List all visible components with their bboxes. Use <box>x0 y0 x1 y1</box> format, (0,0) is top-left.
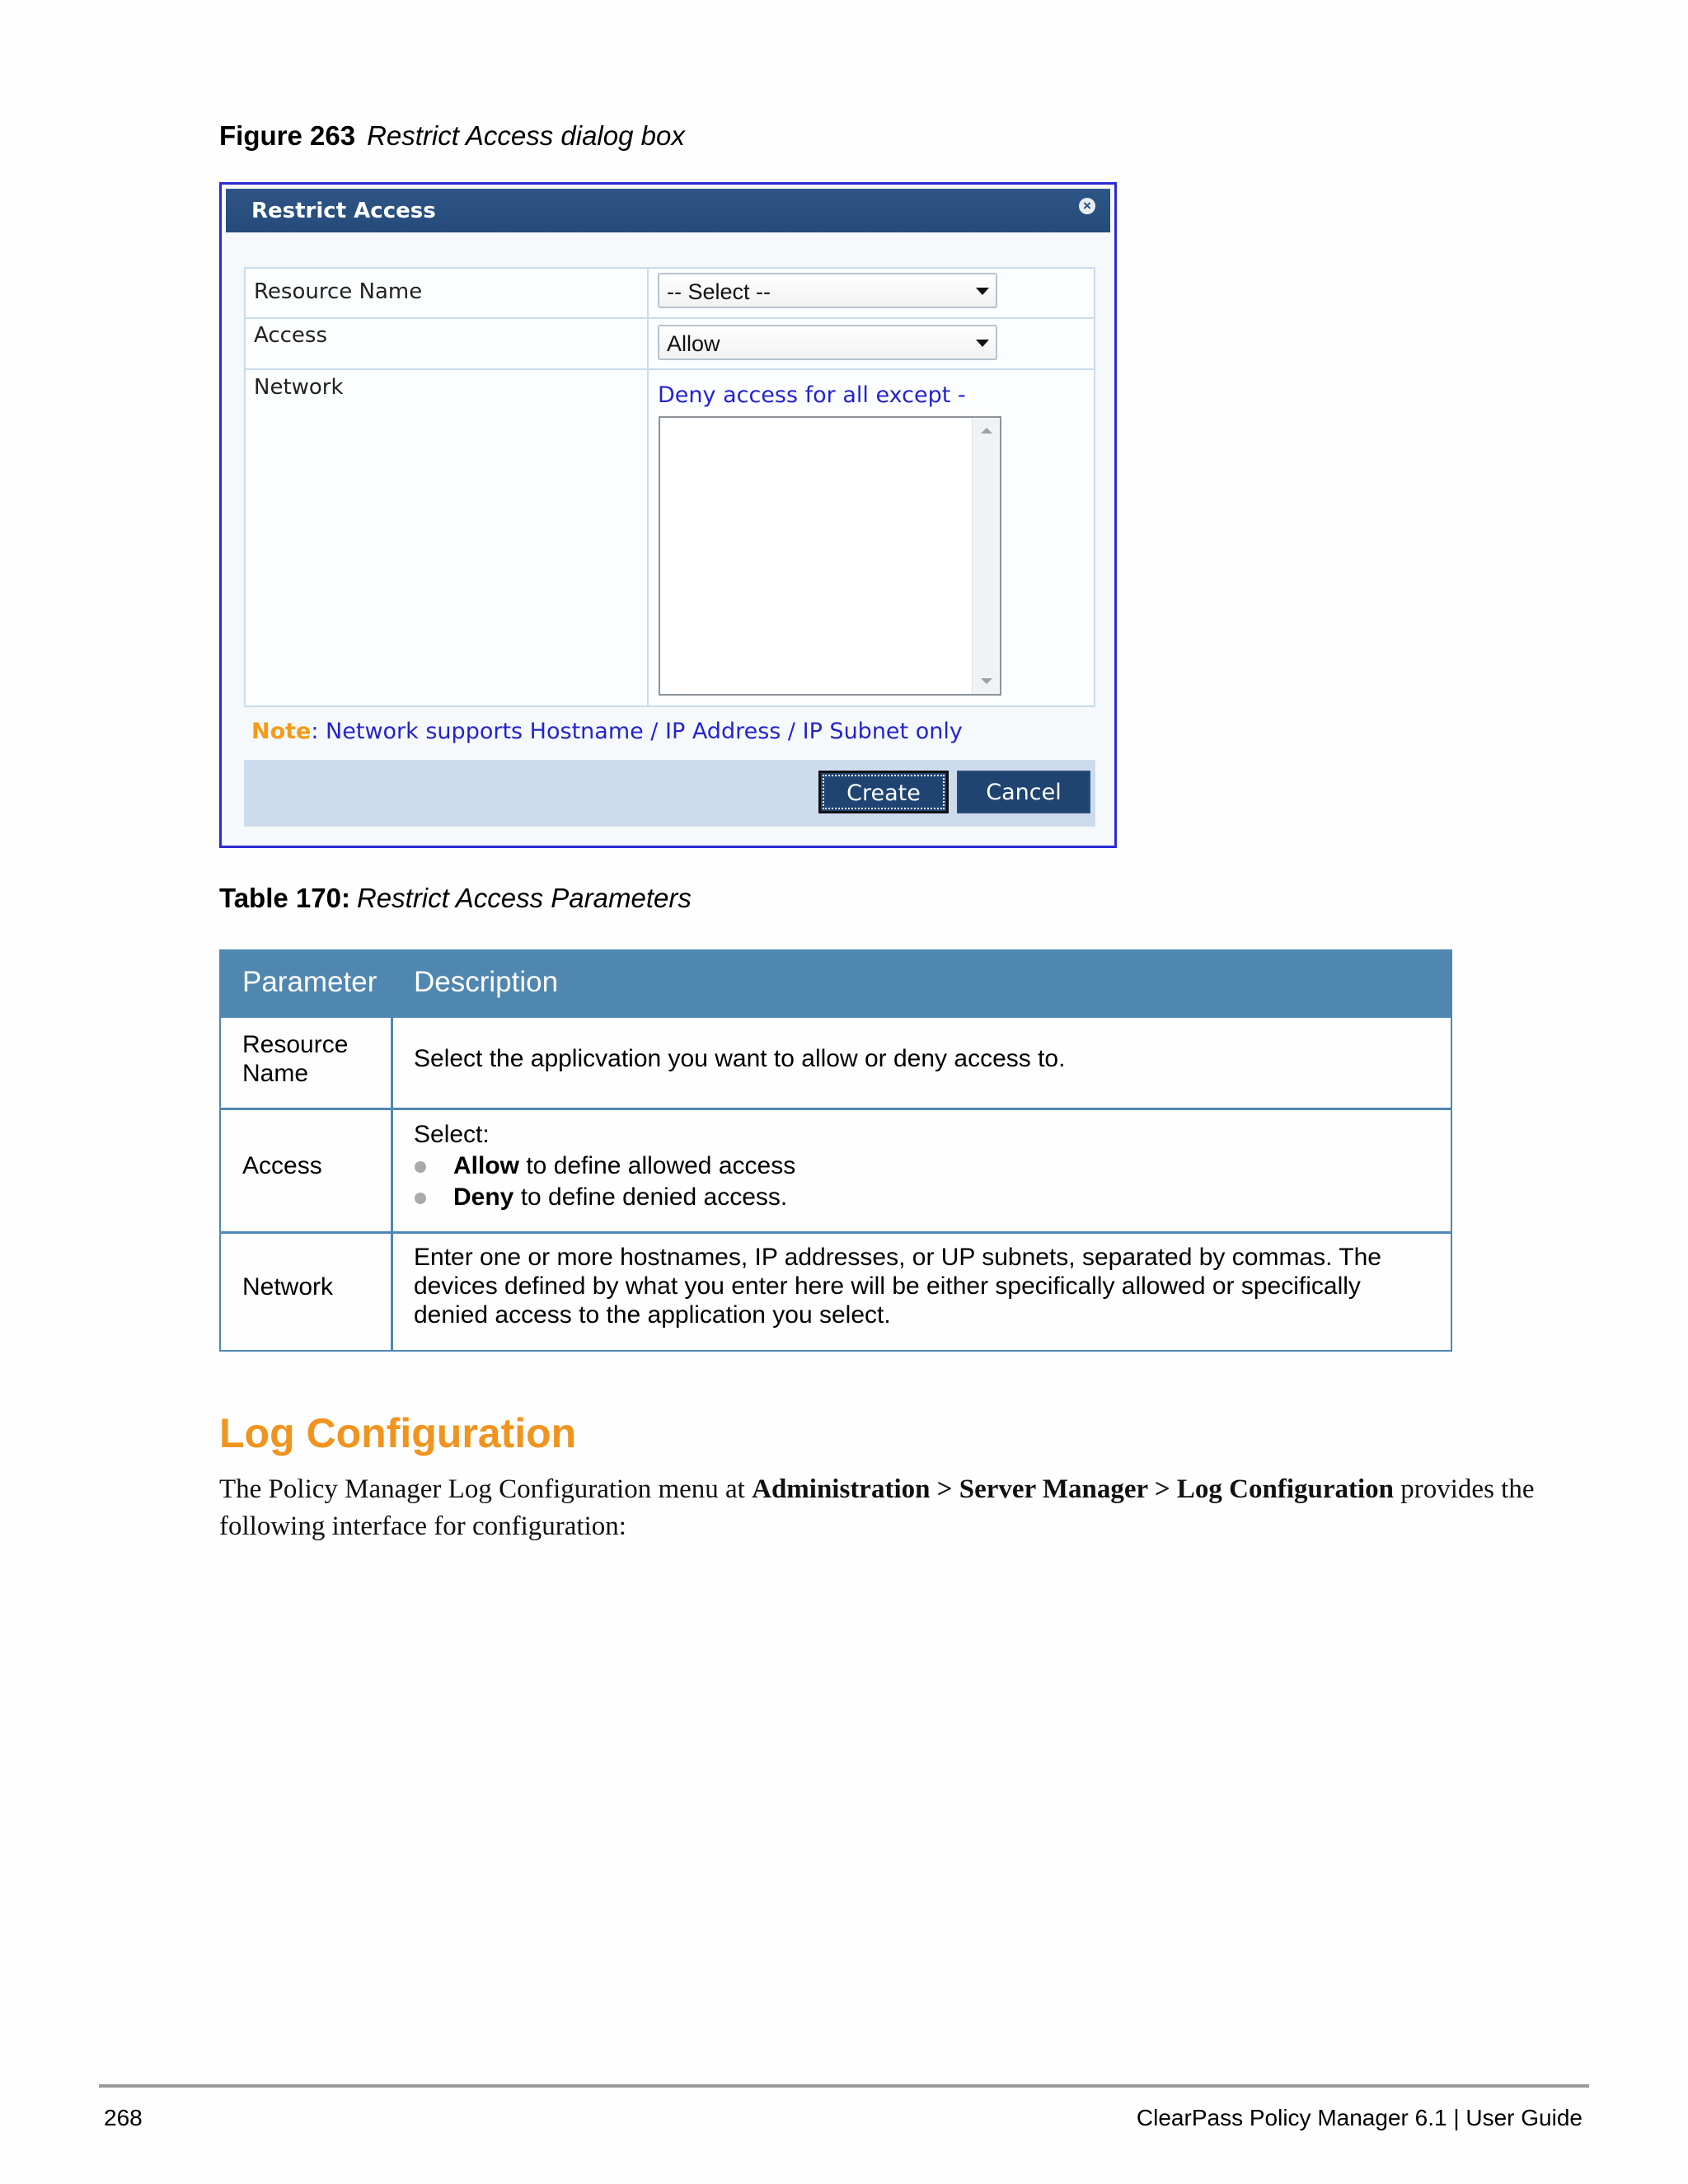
path-separator: > <box>1147 1474 1177 1504</box>
desc-access-deny <box>453 1183 787 1212</box>
note-key: Note <box>251 719 312 744</box>
table-caption <box>219 883 692 914</box>
path-administration: Administration <box>752 1474 931 1504</box>
scroll-down-icon[interactable] <box>981 678 992 684</box>
dialog-form <box>244 267 1095 707</box>
resource-name-row <box>246 269 1094 319</box>
network-mode-text: Deny access for all except - <box>658 382 966 408</box>
network-note <box>251 719 963 744</box>
dialog-button-bar <box>244 760 1095 827</box>
path-server-manager: Server Manager <box>959 1474 1148 1504</box>
scrollbar[interactable] <box>972 418 1000 694</box>
header-parameter: Parameter <box>242 966 377 998</box>
section-paragraph <box>219 1471 1571 1545</box>
figure-caption <box>219 120 685 152</box>
network-row <box>246 370 1094 705</box>
table-header <box>221 951 1451 1018</box>
column-divider <box>647 269 649 317</box>
row-divider <box>221 1108 1451 1110</box>
bullet-icon <box>415 1193 426 1204</box>
cancel-button[interactable]: Cancel <box>957 771 1090 813</box>
table-label: Table 170: <box>219 883 350 913</box>
column-divider <box>647 319 649 368</box>
desc-network-line3: denied access to the application you select. <box>414 1301 891 1329</box>
param-resource-line1: Resource <box>242 1031 349 1058</box>
deny-key: Deny <box>453 1183 514 1211</box>
resource-name-value: -- Select -- <box>667 279 771 304</box>
column-divider <box>647 370 649 705</box>
section-title: Log Configuration <box>219 1410 577 1456</box>
resource-name-label: Resource Name <box>254 279 423 304</box>
close-icon[interactable]: × <box>1079 198 1095 214</box>
access-label: Access <box>254 323 328 348</box>
bullet-icon <box>415 1161 426 1173</box>
desc-resource: Select the applicvation you want to allow or deny access to. <box>414 1045 1066 1072</box>
desc-network-line1: Enter one or more hostnames, IP addresses, or UP subnets, separated by commas. The <box>414 1244 1381 1271</box>
path-separator: > <box>930 1474 959 1504</box>
footer-divider <box>99 2084 1589 2088</box>
access-row <box>246 319 1094 370</box>
chevron-down-icon <box>976 288 989 295</box>
dialog-title: Restrict Access <box>251 199 436 223</box>
desc-access-intro: Select: <box>414 1121 490 1148</box>
scroll-up-icon[interactable] <box>981 428 992 434</box>
figure-label: Figure 263 <box>219 120 356 151</box>
para-end: provides the following interface for configuration: <box>219 1474 1535 1541</box>
header-description: Description <box>414 966 559 998</box>
allow-key: Allow <box>453 1152 519 1179</box>
para-start: The Policy Manager Log Configuration menu at <box>219 1474 753 1504</box>
allow-text: to define allowed access <box>519 1152 796 1179</box>
figure-title: Restrict Access dialog box <box>367 120 685 151</box>
network-textarea[interactable] <box>659 416 1001 696</box>
param-resource-line2: Name <box>242 1060 309 1087</box>
desc-network-line2: devices defined by what you enter here will be either specifically allowed or specifically <box>414 1272 1361 1300</box>
row-divider <box>221 1231 1451 1234</box>
create-button[interactable]: Create <box>818 771 949 813</box>
footer-doc-title: ClearPass Policy Manager 6.1 | User Guide <box>1136 2105 1582 2130</box>
desc-access-allow <box>453 1151 795 1181</box>
access-select[interactable] <box>658 325 997 360</box>
access-value: Allow <box>667 331 720 356</box>
path-log-configuration: Log Configuration <box>1176 1474 1395 1504</box>
param-network: Network <box>242 1273 334 1301</box>
resource-name-select[interactable] <box>658 273 997 308</box>
table-title: Restrict Access Parameters <box>356 883 692 913</box>
restrict-access-dialog <box>219 182 1117 848</box>
deny-text: to define denied access. <box>513 1183 788 1211</box>
parameters-table <box>219 949 1452 1352</box>
note-text: : Network supports Hostname / IP Address / IP Subnet only <box>311 719 963 744</box>
network-label: Network <box>254 375 344 400</box>
dialog-header <box>226 189 1110 232</box>
chevron-down-icon <box>976 340 989 347</box>
page-number: 268 <box>104 2105 143 2130</box>
param-access: Access <box>242 1152 322 1179</box>
column-divider <box>391 1018 393 1352</box>
